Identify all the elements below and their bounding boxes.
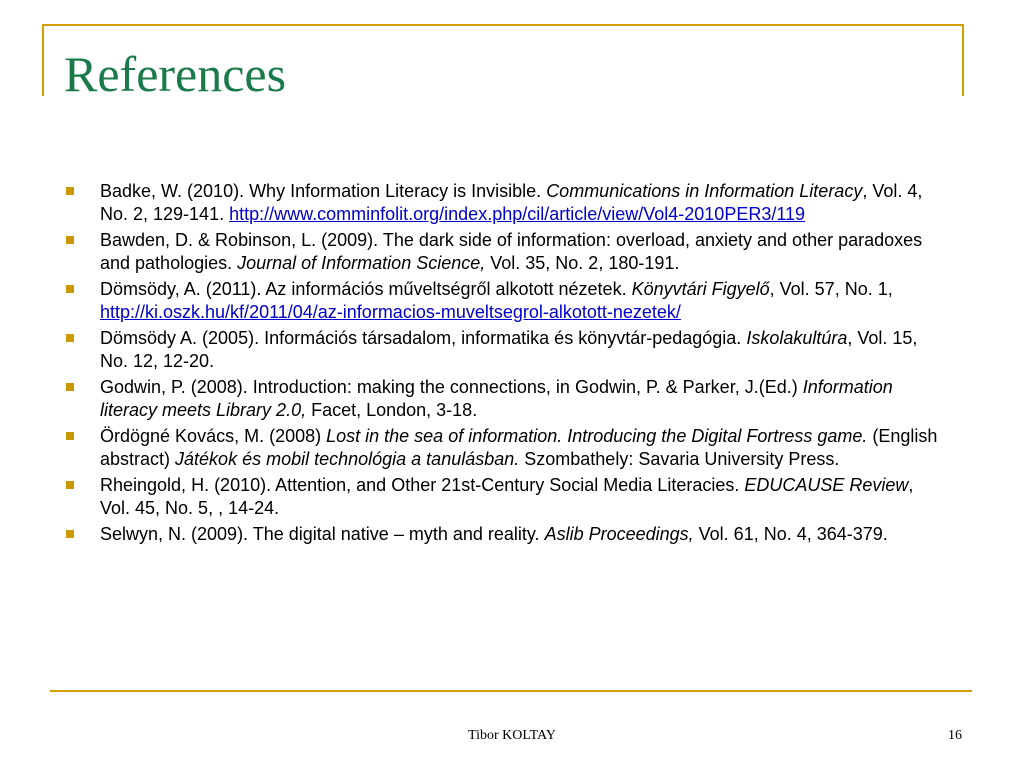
reference-text: Ördögné Kovács, M. (2008)	[100, 426, 327, 446]
square-bullet-icon	[66, 334, 74, 342]
reference-source-title: Lost in the sea of information. Introducing the Digital Fortress game.	[326, 426, 868, 446]
reference-text: , Vol. 45, No. 5, , 14-24.	[100, 475, 914, 518]
reference-text: Vol. 35, No. 2, 180-191.	[485, 252, 680, 273]
square-bullet-icon	[66, 530, 74, 538]
reference-item	[66, 229, 946, 274]
reference-item	[66, 327, 946, 372]
reference-text: , Vol. 57, No. 1,	[769, 279, 893, 299]
reference-text: Dömsödy, A. (2011). Az információs műveltségről alkotott nézetek.	[100, 279, 632, 299]
reference-source-title: Information literacy meets Library 2.0,	[100, 377, 893, 420]
reference-text: Badke, W. (2010). Why Information Literacy is Invisible.	[100, 181, 547, 201]
reference-source-title: Játékok és mobil technológia a tanulásban.	[175, 448, 520, 469]
title-frame-left-rule	[42, 24, 44, 96]
reference-text: , Vol. 4, No. 2, 129-141.	[100, 181, 923, 224]
square-bullet-icon	[66, 432, 74, 440]
footer-author: Tibor KOLTAY	[468, 728, 556, 743]
reference-text: , Vol. 15, No. 12, 12-20.	[100, 328, 918, 371]
reference-text: Godwin, P. (2008). Introduction: making the connections, in Godwin, P. & Parker, J.(Ed.)	[100, 377, 803, 397]
title-frame-top-rule	[42, 24, 964, 26]
reference-text: Dömsödy A. (2005). Információs társadalom, informatika és könyvtár-pedagógia.	[100, 328, 747, 348]
reference-link[interactable]: http://www.comminfolit.org/index.php/cil/article/view/Vol4-2010PER3/119	[229, 203, 806, 224]
square-bullet-icon	[66, 383, 74, 391]
square-bullet-icon	[66, 481, 74, 489]
reference-text: Selwyn, N. (2009). The digital native – myth and reality.	[100, 524, 545, 544]
slide-page-number: 16	[948, 728, 962, 743]
reference-item	[66, 474, 946, 519]
reference-item	[66, 523, 946, 546]
square-bullet-icon	[66, 285, 74, 293]
square-bullet-icon	[66, 236, 74, 244]
reference-source-title: Könyvtári Figyelő	[631, 279, 770, 299]
reference-link[interactable]: http://ki.oszk.hu/kf/2011/04/az-informacios-muveltsegrol-alkotott-nezetek/	[100, 301, 681, 322]
square-bullet-icon	[66, 187, 74, 195]
footer-divider	[50, 690, 972, 692]
slide-title: References	[64, 46, 287, 102]
reference-source-title: Journal of Information Science,	[237, 252, 486, 273]
reference-item	[66, 425, 946, 470]
reference-item	[66, 376, 946, 421]
reference-text: Bawden, D. & Robinson, L. (2009). The dark side of information: overload, anxiety and other paradoxes and pathologies.	[100, 230, 923, 273]
reference-source-title: Iskolakultúra	[746, 328, 848, 348]
reference-item	[66, 180, 946, 225]
reference-text: (English abstract)	[100, 426, 938, 469]
reference-source-title: Communications in Information Literacy	[546, 181, 863, 201]
reference-text: Szombathely: Savaria University Press.	[519, 448, 840, 469]
title-frame-right-rule	[962, 24, 964, 96]
reference-list	[66, 180, 946, 550]
reference-source-title: EDUCAUSE Review	[744, 475, 909, 495]
reference-text: Vol. 61, No. 4, 364-379.	[693, 524, 888, 544]
reference-source-title: Aslib Proceedings,	[544, 524, 694, 544]
reference-text: Rheingold, H. (2010). Attention, and Other 21st-Century Social Media Literacies.	[100, 475, 745, 495]
reference-item	[66, 278, 946, 323]
reference-text: Facet, London, 3-18.	[306, 399, 478, 420]
